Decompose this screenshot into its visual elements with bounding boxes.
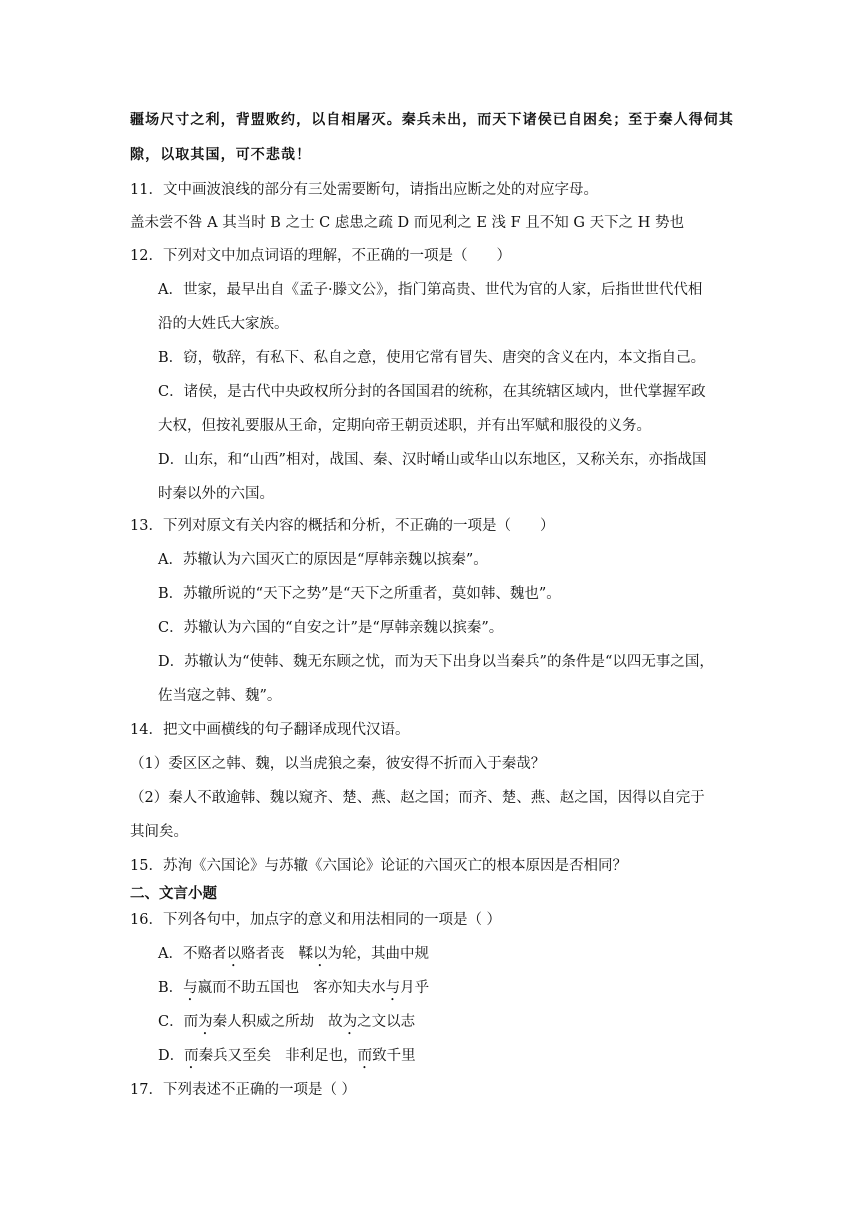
q16-option-a: [158, 944, 429, 970]
q12-option-a-line-1: A．世家，最早出自《孟子·滕文公》，指门第高贵、世代为官的人家，后指世世代代相: [158, 282, 703, 298]
section-heading: 二、文言小题: [130, 885, 217, 902]
passage-line-1: 疆场尺寸之利，背盟败约，以自相屠灭。秦兵未出，而天下诸侯已自困矣；至于秦人得伺其: [130, 112, 734, 128]
emphasized-char: 与: [385, 980, 401, 996]
q14-sentence-2-line-2: 其间矣。: [130, 824, 188, 840]
emphasized-char: 为: [198, 1014, 213, 1030]
option-text: 为轮，其曲中规: [327, 946, 429, 962]
emphasized-char: 与: [183, 980, 198, 996]
option-label: D．: [158, 1048, 185, 1064]
q13-stem: 13．下列对原文有关内容的概括和分析，不正确的一项是（ ）: [130, 518, 555, 534]
option-text: 秦人积威之所劫: [212, 1014, 315, 1030]
q12-option-d-line-1: D．山东，和“山西”相对，战国、秦、汉时崤山或华山以东地区，又称关东，亦指战国: [158, 452, 707, 468]
option-text: 非利足也，: [285, 1048, 358, 1064]
option-text: 客亦知夫水: [313, 980, 386, 996]
option-text: 嬴而不助五国也: [197, 980, 300, 996]
q12-stem: 12．下列对文中加点词语的理解，不正确的一项是（ ）: [130, 248, 511, 264]
q12-option-b: B．窃，敬辞，有私下、私自之意，使用它常有冒失、唐突的含义在内，本文指自己。: [158, 350, 706, 366]
q13-option-d-line-2: 佐当寇之韩、魏”。: [158, 688, 282, 704]
q15-stem: 15．苏洵《六国论》与苏辙《六国论》论证的六国灭亡的根本原因是否相同？: [130, 858, 627, 874]
option-text: 秦兵又至矣: [198, 1048, 272, 1064]
option-text: 故: [328, 1014, 343, 1030]
q14-sentence-1: （1）委区区之韩、魏，以当虎狼之秦，彼安得不折而入于秦哉？: [130, 756, 546, 772]
option-text: 而: [183, 1014, 199, 1030]
option-label: B．: [158, 980, 184, 996]
option-text: 不赂者: [182, 946, 227, 962]
q11-stem: 11．文中画波浪线的部分有三处需要断句，请指出应断之处的对应字母。: [130, 182, 598, 198]
option-label: A．: [158, 946, 183, 962]
option-label: C．: [158, 1014, 184, 1030]
q14-stem: 14．把文中画横线的句子翻译成现代汉语。: [130, 722, 410, 738]
q12-option-c-line-2: 大权，但按礼要服从王命，定期向帝王朝贡述职，并有出军赋和服役的义务。: [158, 418, 651, 434]
q12-option-d-line-2: 时秦以外的六国。: [158, 486, 274, 502]
emphasized-char: 而: [357, 1048, 373, 1064]
emphasized-char: 以: [226, 946, 241, 962]
option-text: 鞣: [298, 946, 313, 962]
emphasized-char: 而: [184, 1048, 199, 1064]
option-text: 致千里: [372, 1048, 416, 1064]
q16-option-b: [158, 978, 429, 1004]
passage-line-2: 隙，以取其国，可不悲哉！: [130, 147, 312, 163]
option-text: 赂者丧: [240, 946, 285, 962]
q13-option-a: A．苏辙认为六国灭亡的原因是“厚韩亲魏以摈秦”。: [158, 552, 488, 568]
emphasized-char: 以: [312, 946, 328, 962]
q12-option-c-line-1: C．诸侯，是古代中央政权所分封的各国国君的统称，在其统辖区域内，世代掌握军政: [158, 384, 706, 400]
q13-option-d-line-1: D．苏辙认为“使韩、魏无东顾之忧，而为天下出身以当秦兵”的条件是“以四无事之国，: [158, 654, 714, 670]
q16-stem: 16．下列各句中，加点字的意义和用法相同的一项是（ ）: [130, 912, 502, 928]
option-text: 月乎: [400, 980, 430, 996]
q12-option-a-line-2: 沿的大姓氏大家族。: [158, 316, 289, 332]
q11-text: 盖未尝不咎 A 其当时 B 之士 C 虑患之疏 D 而见利之 E 浅 F 且不知 G 天下之 H 势也: [130, 215, 684, 231]
q16-option-d: [158, 1046, 416, 1072]
q17-stem: 17．下列表述不正确的一项是（ ）: [130, 1082, 357, 1098]
q14-sentence-2-line-1: （2）秦人不敢逾韩、魏以窥齐、楚、燕、赵之国；而齐、楚、燕、赵之国，因得以自完于: [130, 790, 705, 806]
q13-option-c: C．苏辙认为六国的“自安之计”是“厚韩亲魏以摈秦”。: [158, 620, 504, 636]
q13-option-b: B．苏辙所说的“天下之势”是“天下之所重者，莫如韩、魏也”。: [158, 586, 561, 602]
emphasized-char: 为: [342, 1014, 358, 1030]
option-text: 之文以志: [357, 1014, 416, 1030]
q16-option-c: [158, 1012, 415, 1038]
